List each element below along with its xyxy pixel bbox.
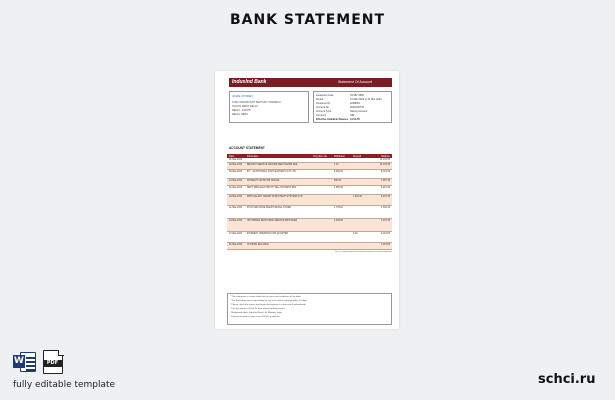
- page-title: BANK STATEMENT: [229, 12, 386, 28]
- table-row: [227, 195, 392, 206]
- cell-withdrawal: 8,000.00: [334, 171, 343, 173]
- account-info-value: 01 Mar 2023 to 31 Mar 2023: [350, 98, 382, 101]
- footer-line: * Registered office: IndusInd Bank Ltd, Mumbai, India.: [230, 312, 283, 314]
- cell-date: 21-Mar-2023: [229, 207, 243, 209]
- customer-address-line: SOUTH WEST DELHI: [232, 105, 258, 108]
- table-row: [227, 206, 392, 219]
- cell-date: 13-Mar-2023: [229, 180, 243, 182]
- cell-narration: IFT - 21 PRIYANKA JOSHI EXPORTS PVT LTD: [247, 171, 296, 173]
- footer-line: * This statement is issued subject to the terms and conditions of the bank.: [230, 296, 302, 298]
- cell-balance: 6,207.39: [381, 196, 390, 198]
- account-info-key: Effective Available Balance: [316, 118, 349, 121]
- account-info-row: [316, 94, 391, 97]
- cell-withdrawal: 1,295.00: [334, 220, 343, 222]
- cell-narration: INTEREST CREDITED FOR QUARTER: [247, 233, 289, 235]
- cell-withdrawal: 1,705.00: [334, 207, 343, 209]
- word-file-icon: [13, 351, 37, 373]
- table-row: [227, 243, 392, 250]
- account-info-key: Customer Code: [316, 94, 334, 97]
- account-info-row: [316, 118, 391, 121]
- section-title: ACCOUNT STATEMENT: [229, 146, 265, 150]
- cell-narration: BRANCH SERVICE CENTER MECHANISM FEE: [247, 164, 298, 166]
- cell-deposit: 3.16: [353, 233, 358, 235]
- column-header: Chq./Ref. No.: [313, 154, 328, 158]
- account-info-key: Customer ID: [316, 102, 331, 105]
- cell-date: 15-Mar-2023: [229, 187, 243, 189]
- cell-narration: PAYMENT VIA PAYTM ONLINE: [247, 180, 280, 182]
- cell-balance: 3,210.55: [381, 244, 390, 246]
- cell-balance: 5,207.39: [381, 187, 390, 189]
- customer-address-line: DELHI - 110075: [232, 109, 251, 112]
- account-info-value: 34 987 4562: [350, 94, 364, 97]
- account-info-key: Account No: [316, 106, 329, 109]
- table-row: [227, 163, 392, 170]
- statement-document: [215, 71, 399, 329]
- account-info-box: [313, 91, 392, 123]
- brand-watermark: schci.ru: [538, 372, 596, 387]
- account-info-key: Period: [316, 98, 324, 101]
- table-note: This is a computer generated statement and does not require signature.: [334, 251, 392, 253]
- cell-balance: 16,153.39: [379, 164, 390, 166]
- pdf-icon-label: PDF: [43, 360, 63, 367]
- cell-withdrawal: 2,650.00: [334, 187, 343, 189]
- column-header: Balance: [381, 154, 390, 158]
- footer-notes: [227, 293, 392, 325]
- account-info-row: [316, 114, 391, 117]
- footer-line: * Deposit insurance cover as per DICGC guidelines.: [230, 316, 281, 318]
- account-info-value: 3,210.55: [350, 118, 360, 121]
- cell-date: 09-Mar-2023: [229, 171, 243, 173]
- cell-date: 02-Mar-2023: [229, 164, 243, 166]
- cell-narration: CLOSING BALANCE: [247, 244, 269, 246]
- cell-withdrawal: 1.16: [334, 164, 339, 166]
- transactions-table: [227, 154, 392, 253]
- account-info-value: Saving Account: [350, 110, 368, 113]
- cell-balance: 3,210.55: [381, 233, 390, 235]
- column-header: Date: [229, 154, 235, 158]
- document-type: Statement Of Account: [337, 80, 372, 84]
- bank-header-bar: [229, 78, 392, 87]
- cell-date: 27-Mar-2023: [229, 233, 243, 235]
- cell-balance: 3,207.39: [381, 220, 390, 222]
- account-info-key: Account Type: [316, 110, 332, 113]
- customer-address-line: A 902 CROWN APT SECTOR 7 DWARKA: [232, 101, 281, 104]
- cell-balance: 16,154.55: [379, 159, 390, 161]
- account-info-key: Currency: [316, 114, 327, 117]
- cell-narration: NEFT SBIN ELECTRICITY BILL PAYMENT REF: [247, 187, 297, 189]
- footer-line: * Please check the entries and report discrepancies to the branch immediately.: [230, 304, 306, 306]
- table-row: [227, 219, 392, 232]
- cell-deposit: 1,000.00: [353, 196, 362, 198]
- bank-name: IndusInd Bank: [232, 79, 267, 85]
- pdf-file-icon: [43, 350, 63, 374]
- column-header: Deposit: [353, 154, 362, 158]
- cell-balance: 4,502.39: [381, 207, 390, 209]
- cell-balance: 8,153.39: [381, 171, 390, 173]
- account-info-value: 4209854: [350, 102, 360, 105]
- cell-narration: UPI MOBILE RECHARGE SERVICE PROVIDER: [247, 220, 298, 222]
- word-icon-letter: W: [14, 356, 24, 366]
- account-info-row: [316, 98, 391, 101]
- cell-narration: POS PURCHASE DMART RETAIL STORE: [247, 207, 291, 209]
- table-row: [227, 179, 392, 186]
- account-info-row: [316, 106, 391, 109]
- account-info-value: INR: [350, 114, 355, 117]
- table-row: [227, 232, 392, 243]
- cell-withdrawal: 296.00: [334, 180, 342, 182]
- template-caption: fully editable template: [13, 380, 116, 390]
- customer-address-line: DELHI, INDIA: [232, 113, 248, 116]
- cell-date: 18-Mar-2023: [229, 196, 243, 198]
- cell-balance: 7,857.39: [381, 180, 390, 182]
- account-info-row: [316, 110, 391, 113]
- cell-date: 31-Mar-2023: [229, 244, 243, 246]
- column-header: Particulars: [247, 154, 259, 158]
- customer-box: [229, 91, 309, 123]
- table-row: [227, 170, 392, 179]
- footer-line: * For any queries call our 24 hour phone banking service.: [230, 308, 286, 310]
- cell-date: 01-Mar-2023: [229, 159, 243, 161]
- table-body: [227, 158, 392, 250]
- footer-line: * The Bank does not accept liability for any error unless reported within 15 days.: [230, 300, 308, 302]
- customer-name: JOHN CITIZEN: [232, 94, 253, 98]
- column-header: Withdrawl: [334, 154, 345, 158]
- cell-date: 24-Mar-2023: [229, 220, 243, 222]
- account-info-value: 9000000734: [350, 106, 364, 109]
- account-info-row: [316, 102, 391, 105]
- table-row: [227, 186, 392, 195]
- cell-narration: IMPS SALARY CREDIT WINFOTECH SYSTEMS LTD: [247, 196, 303, 198]
